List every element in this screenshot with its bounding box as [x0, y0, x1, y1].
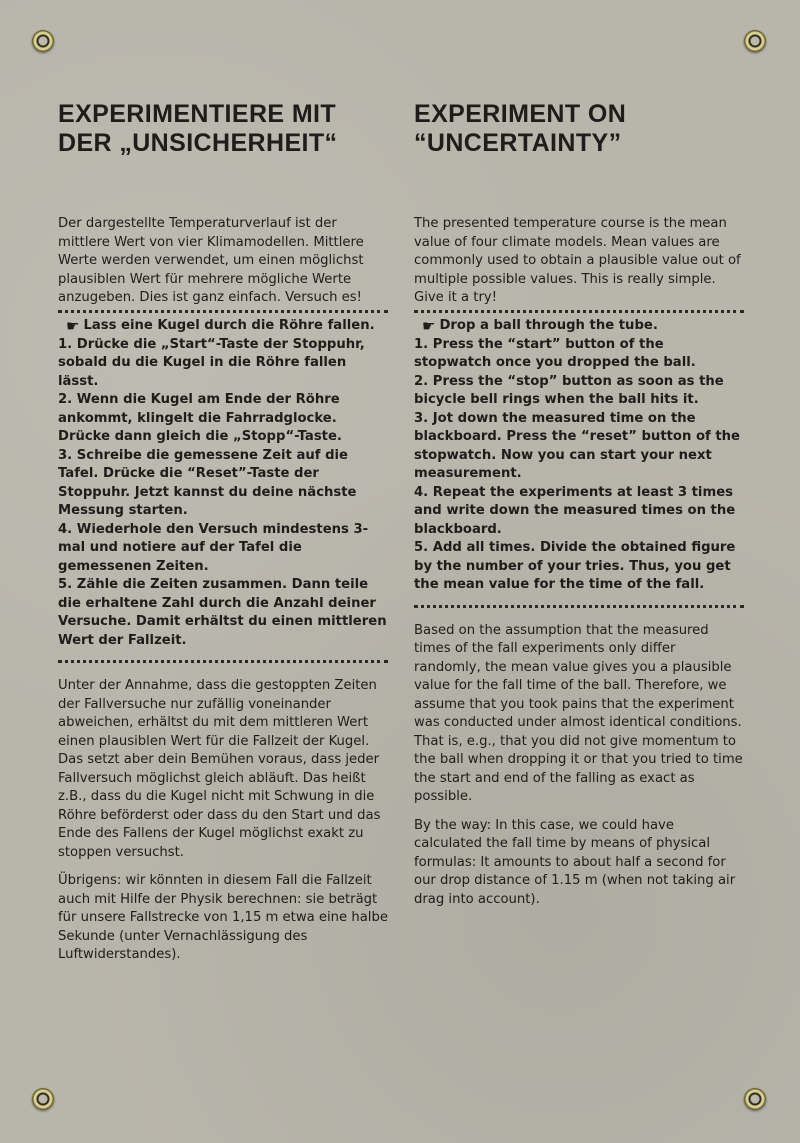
german-step-4: 4. Wiederhole den Versuch mindestens 3-mal und notiere auf der Tafel die gemessenen Zeiten.: [58, 521, 369, 574]
german-paragraph-1: Unter der Annahme, dass die gestoppten Zeiten der Fallversuche nur zufällig voneinander abweichen, erhältst du mit dem mittleren Wert einen plausiblen Wert für die Fallzeit der Kugel. Das setzt aber dein Bemühen voraus, dass jeder Fallversuch möglichst gleich abläuft. Das heißt z.B., dass du die Kugel nicht mit Schwung in die Röhre beförderst oder dass du den Start und das Ende des Fallens der Kugel möglichst exakt zu stoppen versuchst.: [58, 678, 381, 860]
english-instructions: [414, 317, 744, 595]
english-intro: The presented temperature course is the mean value of four climate models. Mean values are commonly used to obtain a plausible value out of multiple possible values. This is really simple. Give it a try!: [414, 216, 741, 305]
english-title-line2: “UNCERTAINTY”: [414, 129, 622, 157]
dotted-divider: [414, 310, 744, 313]
german-title-line1: EXPERIMENTIERE MIT: [58, 100, 337, 128]
german-instruction-lead: [58, 317, 388, 336]
english-step-3: 3. Jot down the measured time on the blackboard. Press the “reset” button of the stopwatch. Now you can start your next measurement.: [414, 410, 740, 481]
english-step-1: 1. Press the “start” button of the stopwatch once you dropped the ball.: [414, 336, 696, 370]
german-instructions: [58, 317, 388, 650]
grommet-icon-top-left: [32, 30, 54, 52]
german-paragraph-2: Übrigens: wir könnten in diesem Fall die Fallzeit auch mit Hilfe der Physik berechnen: sie beträgt für unsere Fallstrecke von 1,15 m etwa eine halbe Sekunde (unter Vernachlässigung des Luftwiderstandes).: [58, 873, 388, 962]
german-title: [58, 100, 388, 215]
dotted-divider: [414, 605, 744, 608]
english-instruction-lead: [414, 317, 744, 336]
english-paragraph-1: Based on the assumption that the measured times of the fall experiments only differ randomly, the mean value gives you a plausible value for the fall time of the ball. Therefore, we assume that you took pains that the experiment was conducted under almost identical conditions. That is, e.g., that you did not give momentum to the ball when dropping it or that you tried to time the start and end of the falling as exact as possible.: [414, 622, 743, 804]
pointing-hand-icon: ☛: [422, 316, 436, 335]
grommet-icon-bottom-right: [744, 1088, 766, 1110]
dotted-divider: [58, 660, 388, 663]
german-step-5: 5. Zähle die Zeiten zusammen. Dann teile die erhaltene Zahl durch die Anzahl deiner Versuche. Damit erhältst du einen mittleren Wert der Fallzeit.: [58, 577, 387, 648]
german-title-line2: DER „UNSICHERHEIT“: [58, 129, 338, 157]
german-step-2: 2. Wenn die Kugel am Ende der Röhre ankommt, klingelt die Fahrradglocke. Drücke dann gleich die „Stopp“-Taste.: [58, 392, 342, 444]
german-column: [58, 100, 388, 965]
german-step-3: 3. Schreibe die gemessene Zeit auf die Tafel. Drücke die “Reset”-Taste der Stoppuhr. Jetzt kannst du deine nächste Messung starten.: [58, 447, 357, 518]
english-step-5: 5. Add all times. Divide the obtained figure by the number of your tries. Thus, you get the mean value for the time of the fall.: [414, 540, 736, 592]
grommet-icon-bottom-left: [32, 1088, 54, 1110]
english-step-4: 4. Repeat the experiments at least 3 times and write down the measured times on the blackboard.: [414, 484, 736, 537]
english-paragraph-2: By the way: In this case, we could have calculated the fall time by means of physical formulas: It amounts to about half a second for our drop distance of 1.15 m (when not taking air drag into account).: [414, 817, 736, 907]
english-column: [414, 100, 744, 909]
dotted-divider: [58, 310, 388, 313]
german-intro: Der dargestellte Temperaturverlauf ist der mittlere Wert von vier Klimamodellen. Mittlere Werte werden verwendet, um einen möglichst plausiblen Wert für mehrere mögliche Werte anzugeben. Dies ist ganz einfach. Versuch es!: [58, 216, 364, 305]
german-lead-text: Lass eine Kugel durch die Röhre fallen.: [83, 318, 375, 333]
grommet-icon-top-right: [744, 30, 766, 52]
english-step-2: 2. Press the “stop” button as soon as the bicycle bell rings when the ball hits it.: [414, 373, 724, 407]
german-step-1: 1. Drücke die „Start“-Taste der Stoppuhr, sobald du die Kugel in die Röhre fallen lässt.: [58, 336, 365, 389]
english-title-line1: EXPERIMENT ON: [414, 100, 627, 128]
english-title: [414, 100, 744, 215]
pointing-hand-icon: ☛: [66, 316, 80, 335]
english-lead-text: Drop a ball through the tube.: [439, 318, 658, 333]
